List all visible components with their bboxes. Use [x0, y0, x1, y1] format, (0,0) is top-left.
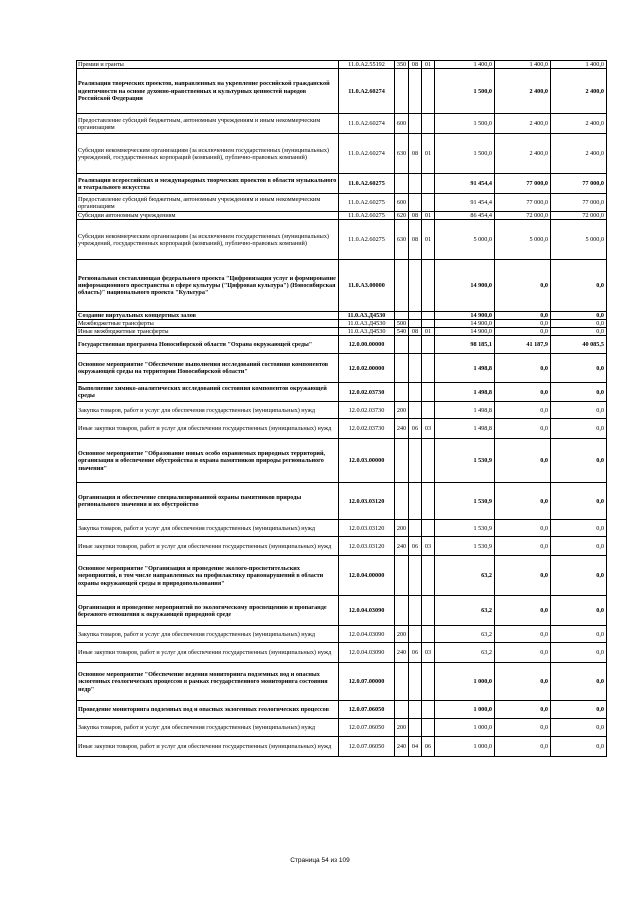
row-code: 12.0.03.03120 [339, 520, 395, 537]
row-value-2: 2 400,0 [495, 134, 551, 174]
row-name: Иные межбюджетные трансферты [77, 328, 339, 336]
row-value-2: 1 400,0 [495, 61, 551, 69]
row-value-1: 1 498,8 [435, 354, 495, 383]
row-value-2: 0,0 [495, 483, 551, 520]
row-rz: 04 [409, 737, 422, 757]
table-row [77, 328, 607, 336]
row-name: Иные закупки товаров, работ и услуг для обеспечения государственных (муниципальных) нужд [77, 643, 339, 663]
table-row [77, 336, 607, 354]
row-value-1: 1 000,0 [435, 701, 495, 719]
row-rz [409, 354, 422, 383]
row-pr: 03 [422, 419, 435, 439]
row-code: 11.0.А2.60275 [339, 212, 395, 220]
row-pr [422, 312, 435, 320]
row-rz [409, 663, 422, 701]
budget-table-body [77, 61, 607, 757]
row-rz [409, 194, 422, 212]
row-value-3: 0,0 [551, 596, 607, 626]
table-row [77, 354, 607, 383]
row-name: Создание виртуальных концертных залов [77, 312, 339, 320]
row-value-1: 14 900,0 [435, 260, 495, 312]
row-value-3: 2 400,0 [551, 69, 607, 114]
row-code: 12.0.02.03730 [339, 419, 395, 439]
row-vr [395, 69, 409, 114]
row-code: 12.0.03.03120 [339, 537, 395, 556]
row-value-2: 5 000,0 [495, 220, 551, 260]
row-pr [422, 114, 435, 134]
table-row [77, 419, 607, 439]
row-value-2: 2 400,0 [495, 114, 551, 134]
row-value-2: 0,0 [495, 556, 551, 596]
row-name: Государственная программа Новосибирской области "Охрана окружающей среды" [77, 336, 339, 354]
row-value-2: 0,0 [495, 719, 551, 737]
row-value-2: 41 187,9 [495, 336, 551, 354]
row-value-1: 1 000,0 [435, 719, 495, 737]
row-vr: 200 [395, 719, 409, 737]
row-value-2: 0,0 [495, 701, 551, 719]
table-row [77, 220, 607, 260]
row-pr [422, 596, 435, 626]
row-vr: 600 [395, 114, 409, 134]
row-vr: 240 [395, 643, 409, 663]
row-value-2: 0,0 [495, 402, 551, 419]
row-value-1: 1 530,9 [435, 483, 495, 520]
row-code: 12.0.07.06050 [339, 701, 395, 719]
row-value-1: 14 900,0 [435, 328, 495, 336]
row-rz: 08 [409, 328, 422, 336]
row-name: Закупка товаров, работ и услуг для обеспечения государственных (муниципальных) нужд [77, 719, 339, 737]
row-rz: 08 [409, 134, 422, 174]
row-pr [422, 383, 435, 402]
row-name: Премии и гранты [77, 61, 339, 69]
row-value-3: 0,0 [551, 520, 607, 537]
table-row [77, 520, 607, 537]
row-value-3: 0,0 [551, 643, 607, 663]
table-row [77, 402, 607, 419]
row-value-1: 1 530,9 [435, 520, 495, 537]
table-row [77, 61, 607, 69]
table-row [77, 212, 607, 220]
row-value-1: 1 530,9 [435, 537, 495, 556]
row-value-1: 98 185,1 [435, 336, 495, 354]
row-value-1: 1 500,0 [435, 69, 495, 114]
row-vr: 200 [395, 520, 409, 537]
row-value-3: 0,0 [551, 260, 607, 312]
row-name: Закупка товаров, работ и услуг для обеспечения государственных (муниципальных) нужд [77, 626, 339, 643]
row-name: Субсидии некоммерческим организациям (за исключением государственных (муниципальных) учреждений, государственных корпораций (компаний), публично-правовых компаний) [77, 134, 339, 174]
row-vr: 350 [395, 61, 409, 69]
row-pr [422, 336, 435, 354]
row-vr: 540 [395, 328, 409, 336]
row-value-2: 0,0 [495, 354, 551, 383]
row-value-1: 1 498,8 [435, 383, 495, 402]
row-value-3: 77 000,0 [551, 194, 607, 212]
table-row [77, 260, 607, 312]
table-row [77, 312, 607, 320]
table-row [77, 439, 607, 483]
row-pr: 06 [422, 737, 435, 757]
row-value-2: 77 000,0 [495, 194, 551, 212]
row-value-2: 72 000,0 [495, 212, 551, 220]
budget-table [76, 60, 607, 757]
row-value-3: 0,0 [551, 383, 607, 402]
row-rz [409, 69, 422, 114]
row-name: Основное мероприятие "Обеспечение ведения мониторинга подземных вод и опасных экзогенных геологических процессов в рамках государственного мониторинга состояния недр" [77, 663, 339, 701]
row-value-2: 0,0 [495, 596, 551, 626]
row-name: Выполнение химико-аналитических исследований состояния компонентов окружающей среды [77, 383, 339, 402]
table-row [77, 134, 607, 174]
row-pr [422, 174, 435, 194]
row-pr [422, 719, 435, 737]
row-vr [395, 556, 409, 596]
row-rz [409, 114, 422, 134]
row-code: 11.0.А2.60274 [339, 69, 395, 114]
row-value-1: 86 454,4 [435, 212, 495, 220]
table-row [77, 737, 607, 757]
row-value-3: 0,0 [551, 328, 607, 336]
row-code: 11.0.А2.60274 [339, 134, 395, 174]
row-rz [409, 520, 422, 537]
row-name: Закупка товаров, работ и услуг для обеспечения государственных (муниципальных) нужд [77, 520, 339, 537]
row-pr [422, 260, 435, 312]
row-value-2: 0,0 [495, 737, 551, 757]
row-value-2: 0,0 [495, 328, 551, 336]
row-rz [409, 312, 422, 320]
row-vr: 200 [395, 626, 409, 643]
row-code: 11.0.А2.60275 [339, 174, 395, 194]
row-value-1: 14 900,0 [435, 312, 495, 320]
row-value-2: 0,0 [495, 663, 551, 701]
row-vr: 620 [395, 212, 409, 220]
row-value-1: 63,2 [435, 626, 495, 643]
row-vr: 240 [395, 419, 409, 439]
row-code: 12.0.03.03120 [339, 483, 395, 520]
row-code: 12.0.04.00000 [339, 556, 395, 596]
table-row [77, 320, 607, 328]
table-row [77, 701, 607, 719]
table-row [77, 69, 607, 114]
row-value-3: 0,0 [551, 663, 607, 701]
row-value-1: 1 530,9 [435, 439, 495, 483]
page-footer: Страница 54 из 109 [290, 857, 350, 864]
row-value-1: 63,2 [435, 643, 495, 663]
row-vr: 500 [395, 320, 409, 328]
table-row [77, 643, 607, 663]
row-value-2: 0,0 [495, 383, 551, 402]
row-pr: 01 [422, 212, 435, 220]
row-value-3: 0,0 [551, 701, 607, 719]
row-vr: 600 [395, 194, 409, 212]
row-value-1: 91 454,4 [435, 194, 495, 212]
row-value-3: 0,0 [551, 439, 607, 483]
row-value-1: 1 400,0 [435, 61, 495, 69]
row-code: 11.0.А2.60275 [339, 220, 395, 260]
row-name: Основное мероприятие "Образование новых особо охраняемых природных территорий, организация и обеспечение обустройства и охрана памятников природы регионального значения" [77, 439, 339, 483]
row-name: Реализация творческих проектов, направленных на укрепление российской гражданской идентичности на основе духовно-нравственных и культурных ценностей народов Российской Федерации [77, 69, 339, 114]
row-code: 11.0.А3.00000 [339, 260, 395, 312]
row-rz [409, 626, 422, 643]
row-vr: 200 [395, 402, 409, 419]
row-vr: 240 [395, 737, 409, 757]
row-value-3: 0,0 [551, 354, 607, 383]
row-pr: 03 [422, 537, 435, 556]
row-value-2: 0,0 [495, 520, 551, 537]
table-row [77, 537, 607, 556]
row-name: Иные закупки товаров, работ и услуг для обеспечения государственных (муниципальных) нужд [77, 419, 339, 439]
row-code: 12.0.07.06050 [339, 719, 395, 737]
row-value-3: 77 000,0 [551, 174, 607, 194]
row-pr [422, 320, 435, 328]
row-value-1: 1 500,0 [435, 134, 495, 174]
table-row [77, 663, 607, 701]
row-value-1: 1 500,0 [435, 114, 495, 134]
table-row [77, 626, 607, 643]
row-vr [395, 596, 409, 626]
row-value-3: 0,0 [551, 556, 607, 596]
row-value-3: 40 085,5 [551, 336, 607, 354]
row-value-2: 0,0 [495, 626, 551, 643]
row-rz: 06 [409, 643, 422, 663]
table-row [77, 483, 607, 520]
row-value-3: 1 400,0 [551, 61, 607, 69]
row-name: Закупка товаров, работ и услуг для обеспечения государственных (муниципальных) нужд [77, 402, 339, 419]
row-value-2: 0,0 [495, 537, 551, 556]
row-pr [422, 556, 435, 596]
row-code: 11.0.А2.60274 [339, 114, 395, 134]
row-rz: 08 [409, 61, 422, 69]
row-code: 11.0.А2.60275 [339, 194, 395, 212]
row-name: Иные закупки товаров, работ и услуг для обеспечения государственных (муниципальных) нужд [77, 737, 339, 757]
row-code: 11.0.А3.Д4530 [339, 320, 395, 328]
row-rz [409, 719, 422, 737]
row-value-1: 63,2 [435, 556, 495, 596]
row-vr [395, 336, 409, 354]
row-value-1: 91 454,4 [435, 174, 495, 194]
row-name: Предоставление субсидий бюджетным, автономным учреждениям и иным некоммерческим организациям [77, 114, 339, 134]
row-vr [395, 383, 409, 402]
row-value-3: 0,0 [551, 537, 607, 556]
row-pr: 03 [422, 643, 435, 663]
row-name: Субсидии некоммерческим организациям (за исключением государственных (муниципальных) учреждений, государственных корпораций (компаний), публично-правовых компаний) [77, 220, 339, 260]
row-pr [422, 194, 435, 212]
row-rz: 08 [409, 212, 422, 220]
row-pr [422, 402, 435, 419]
row-code: 12.0.04.03090 [339, 626, 395, 643]
row-vr [395, 701, 409, 719]
row-name: Проведение мониторинга подземных вод и опасных экзогенных геологических процессов [77, 701, 339, 719]
row-value-3: 0,0 [551, 483, 607, 520]
row-pr [422, 439, 435, 483]
row-rz: 06 [409, 419, 422, 439]
row-pr [422, 354, 435, 383]
row-rz [409, 383, 422, 402]
budget-document [76, 60, 606, 757]
row-rz [409, 556, 422, 596]
row-name: Основное мероприятие "Обеспечение выполнения исследований состояния компонентов окружающей среды на территории Новосибирской области" [77, 354, 339, 383]
row-value-3: 2 400,0 [551, 134, 607, 174]
row-value-3: 0,0 [551, 626, 607, 643]
row-value-3: 0,0 [551, 419, 607, 439]
row-value-2: 77 000,0 [495, 174, 551, 194]
row-pr: 01 [422, 220, 435, 260]
row-pr [422, 483, 435, 520]
row-vr: 240 [395, 537, 409, 556]
row-rz [409, 402, 422, 419]
table-row [77, 194, 607, 212]
row-name: Предоставление субсидий бюджетным, автономным учреждениям и иным некоммерческим организациям [77, 194, 339, 212]
row-name: Реализация всероссийских и международных творческих проектов в области музыкального и театрального искусства [77, 174, 339, 194]
row-code: 12.0.03.00000 [339, 439, 395, 483]
row-value-2: 0,0 [495, 260, 551, 312]
row-rz [409, 596, 422, 626]
row-name: Основное мероприятие "Организация и проведение эколого-просветительских мероприятий, в том числе направленных на профилактику правонарушений в области охраны окружающей среды и природопользования" [77, 556, 339, 596]
table-row [77, 596, 607, 626]
row-value-3: 0,0 [551, 737, 607, 757]
row-rz [409, 320, 422, 328]
row-code: 12.0.07.00000 [339, 663, 395, 701]
row-value-1: 1 498,8 [435, 419, 495, 439]
row-vr [395, 174, 409, 194]
row-code: 12.0.02.00000 [339, 354, 395, 383]
row-pr [422, 663, 435, 701]
row-pr [422, 520, 435, 537]
row-vr [395, 312, 409, 320]
row-name: Субсидии автономным учреждениям [77, 212, 339, 220]
row-vr: 630 [395, 134, 409, 174]
row-value-1: 1 000,0 [435, 737, 495, 757]
row-code: 12.0.04.03090 [339, 596, 395, 626]
row-value-2: 0,0 [495, 320, 551, 328]
row-name: Организация и обеспечение специализированной охраны памятников природы регионального значения и их обустройство [77, 483, 339, 520]
row-pr: 01 [422, 61, 435, 69]
row-value-3: 0,0 [551, 312, 607, 320]
row-vr [395, 663, 409, 701]
row-code: 11.0.А3.Д4530 [339, 328, 395, 336]
row-vr [395, 439, 409, 483]
table-row [77, 556, 607, 596]
row-name: Межбюджетные трансферты [77, 320, 339, 328]
table-row [77, 114, 607, 134]
row-vr [395, 483, 409, 520]
row-value-3: 0,0 [551, 402, 607, 419]
row-code: 11.0.А3.Д4530 [339, 312, 395, 320]
table-row [77, 174, 607, 194]
row-value-3: 0,0 [551, 719, 607, 737]
row-value-1: 14 900,0 [435, 320, 495, 328]
row-value-3: 5 000,0 [551, 220, 607, 260]
row-rz [409, 439, 422, 483]
row-value-1: 5 000,0 [435, 220, 495, 260]
row-value-3: 2 400,0 [551, 114, 607, 134]
row-rz [409, 701, 422, 719]
row-value-3: 72 000,0 [551, 212, 607, 220]
row-vr: 630 [395, 220, 409, 260]
row-rz: 08 [409, 220, 422, 260]
table-row [77, 383, 607, 402]
row-name: Иные закупки товаров, работ и услуг для обеспечения государственных (муниципальных) нужд [77, 537, 339, 556]
row-value-1: 1 498,8 [435, 402, 495, 419]
row-code: 12.0.04.03090 [339, 643, 395, 663]
row-value-2: 0,0 [495, 312, 551, 320]
row-vr [395, 354, 409, 383]
row-code: 12.0.02.03730 [339, 402, 395, 419]
row-code: 12.0.00.00000 [339, 336, 395, 354]
row-code: 12.0.07.06050 [339, 737, 395, 757]
row-rz: 06 [409, 537, 422, 556]
row-pr: 01 [422, 134, 435, 174]
row-value-1: 63,2 [435, 596, 495, 626]
table-row [77, 719, 607, 737]
row-pr [422, 626, 435, 643]
row-code: 11.0.А2.55192 [339, 61, 395, 69]
row-value-2: 0,0 [495, 643, 551, 663]
row-rz [409, 483, 422, 520]
row-value-2: 0,0 [495, 439, 551, 483]
row-value-2: 0,0 [495, 419, 551, 439]
row-value-2: 2 400,0 [495, 69, 551, 114]
row-pr [422, 69, 435, 114]
row-code: 12.0.02.03730 [339, 383, 395, 402]
row-rz [409, 174, 422, 194]
row-value-1: 1 000,0 [435, 663, 495, 701]
row-vr [395, 260, 409, 312]
row-pr [422, 701, 435, 719]
row-rz [409, 260, 422, 312]
row-rz [409, 336, 422, 354]
row-name: Организация и проведение мероприятий по экологическому просвещению и пропаганде бережного отношения к окружающей природной среде [77, 596, 339, 626]
row-pr: 01 [422, 328, 435, 336]
row-value-3: 0,0 [551, 320, 607, 328]
row-name: Региональная составляющая федерального проекта "Цифровизация услуг и формирование информационного пространства в сфере культуры ("Цифровая культура") (Новосибирская область)" национального проекта "Культура" [77, 260, 339, 312]
